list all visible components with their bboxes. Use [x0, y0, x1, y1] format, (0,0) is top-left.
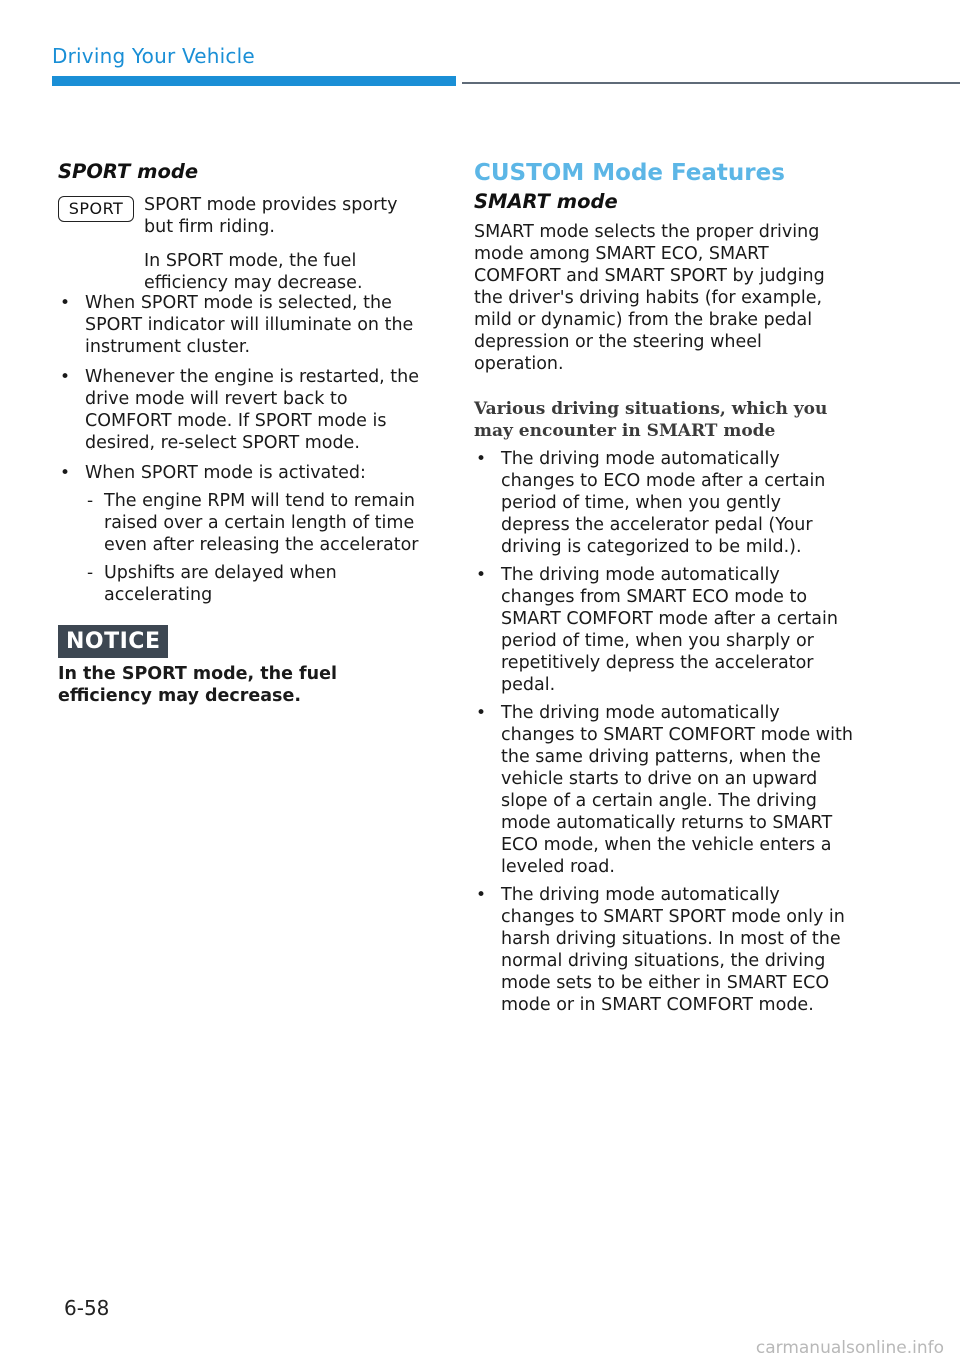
header-rule-divider	[462, 82, 960, 84]
sport-bullet-list	[58, 292, 430, 614]
list-item	[474, 448, 854, 558]
list-item	[58, 462, 430, 606]
smart-bullet-list	[474, 448, 854, 1022]
header-rule-accent	[52, 76, 456, 86]
sport-desc-line: In SPORT mode, the fuel efficiency may decrease.	[144, 251, 363, 293]
list-item	[474, 884, 854, 1016]
sport-mode-description	[144, 194, 430, 294]
list-item-text: The driving mode automatically changes to SMART SPORT mode only in harsh driving situations. In most of the normal driving situations, the driving mode sets to be either in SMART ECO mode or in SMART COMFORT mode.	[501, 885, 845, 1015]
situations-heading: Various driving situations, which you may encounter in SMART mode	[474, 399, 828, 441]
sub-list-item-text: The engine RPM will tend to remain raised over a certain length of time even after releasing the accelerator	[104, 491, 419, 555]
list-item-text: The driving mode automatically changes from SMART ECO mode to SMART COMFORT mode after a certain period of time, when you sharply or repetitively depress the accelerator pedal.	[501, 565, 838, 695]
list-item-text: Whenever the engine is restarted, the drive mode will revert back to COMFORT mode. If SPORT mode is desired, re-select SPORT mode.	[85, 367, 420, 453]
list-item	[58, 366, 430, 454]
list-item	[474, 702, 854, 878]
sport-button-icon: SPORT	[58, 196, 134, 222]
sub-list-item	[85, 490, 430, 556]
list-item-text: The driving mode automatically changes to SMART COMFORT mode with the same driving patterns, when the vehicle starts to drive on an upward slope of a certain angle. The driving mode automatically returns to SMART ECO mode, when the vehicle enters a leveled road.	[501, 703, 853, 877]
custom-mode-section-title: CUSTOM Mode Features	[474, 160, 785, 186]
notice-label: NOTICE	[58, 625, 168, 658]
list-item-text: The driving mode automatically changes to ECO mode after a certain period of time, when you gently depress the accelerator pedal (Your driving is categorized to be mild.).	[501, 449, 826, 557]
sub-list-item-text: Upshifts are delayed when accelerating	[104, 563, 337, 605]
page-number: 6-58	[64, 1296, 110, 1320]
sport-mode-heading: SPORT mode	[58, 160, 199, 183]
notice-text: In the SPORT mode, the fuel efficiency may decrease.	[58, 664, 337, 706]
list-item-text: When SPORT mode is activated:	[85, 463, 366, 483]
list-item	[474, 564, 854, 696]
watermark-link[interactable]: carmanualsonline.info	[755, 1338, 944, 1358]
list-item	[58, 292, 430, 358]
sport-desc-line: SPORT mode provides sporty but firm riding.	[144, 195, 398, 237]
sport-sub-list	[85, 490, 430, 606]
list-item-text: When SPORT mode is selected, the SPORT indicator will illuminate on the instrument cluster.	[85, 293, 414, 357]
chapter-title: Driving Your Vehicle	[52, 44, 255, 68]
sub-list-item	[85, 562, 430, 606]
smart-mode-heading: SMART mode	[474, 190, 618, 213]
smart-mode-description: SMART mode selects the proper driving mode among SMART ECO, SMART COMFORT and SMART SPORT by judging the driver's driving habits (for example, mild or dynamic) from the brake pedal depression or the steering wheel operation.	[474, 222, 825, 374]
